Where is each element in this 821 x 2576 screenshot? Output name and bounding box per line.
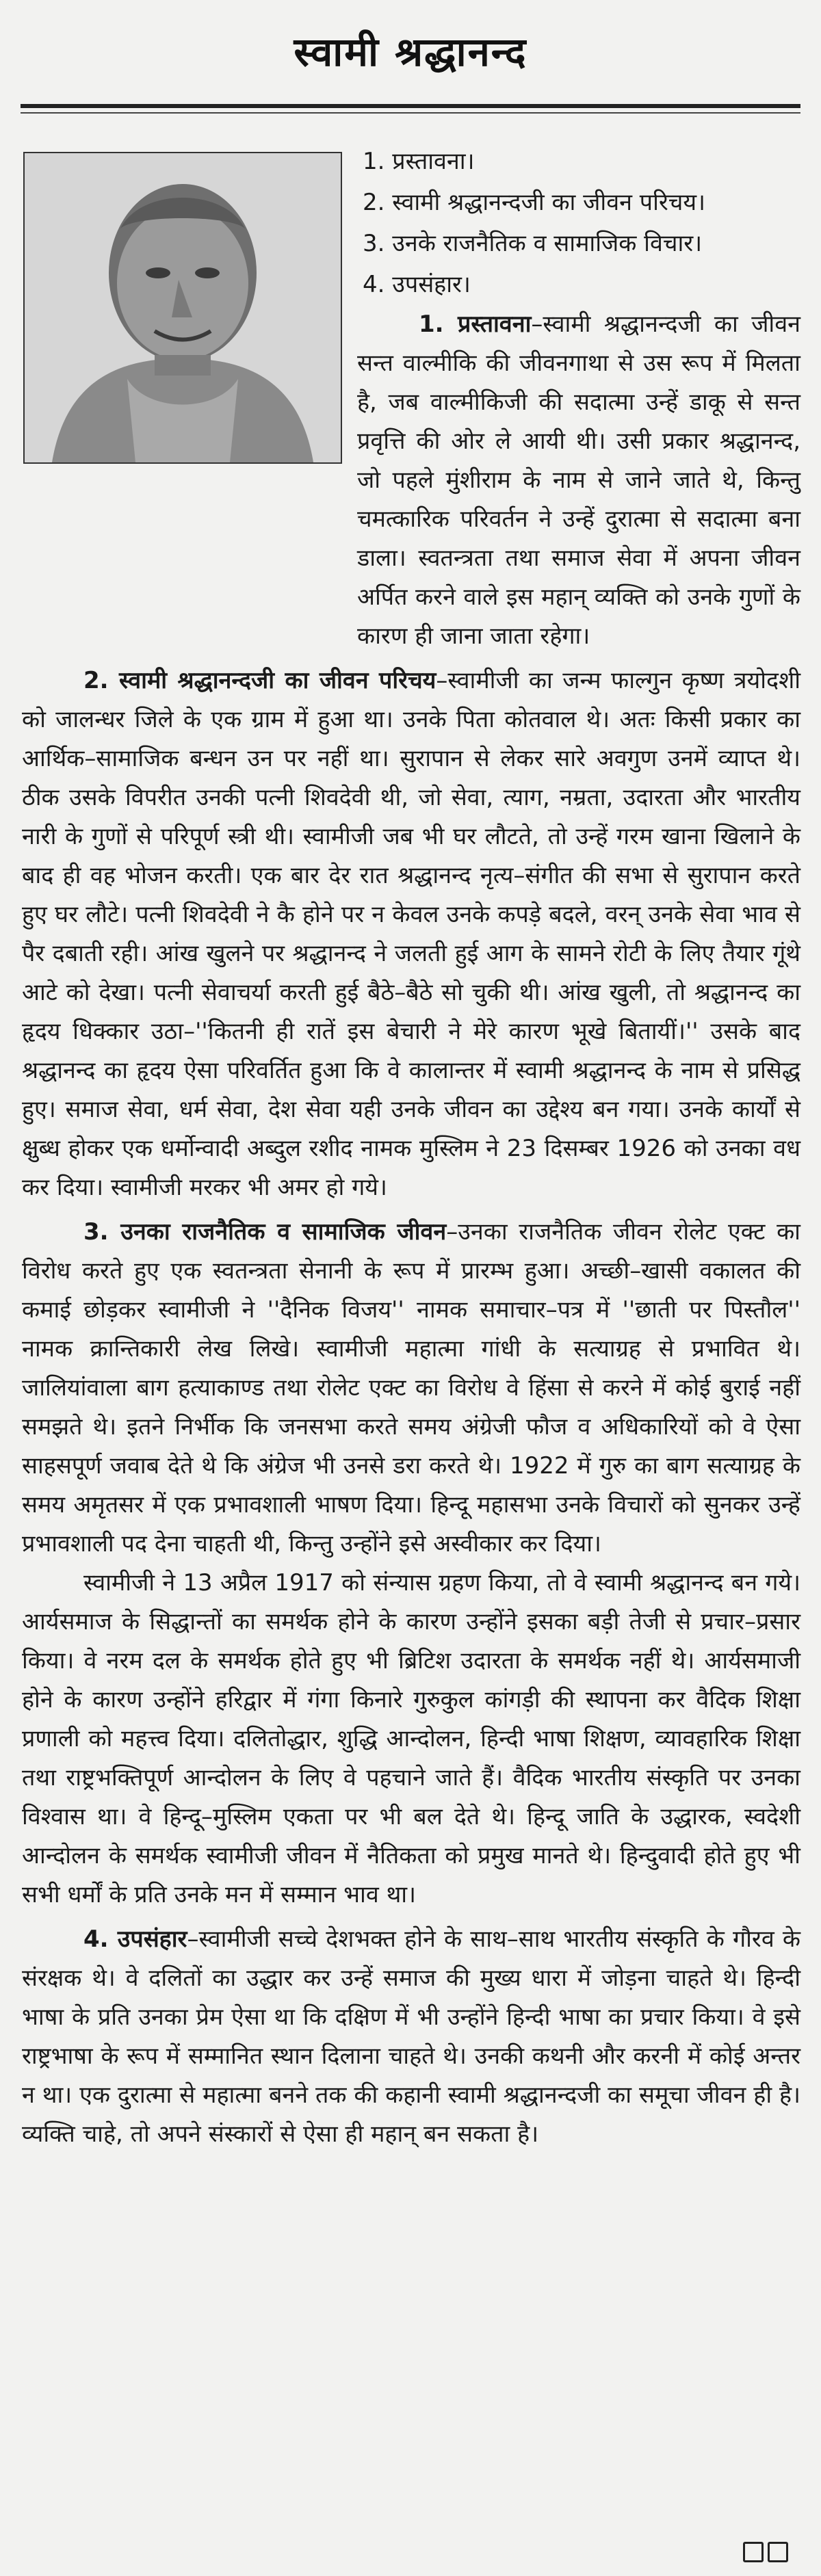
toc-item: 3. उनके राजनैतिक व सामाजिक विचार।	[363, 230, 703, 257]
section-text: स्वामीजी ने 13 अप्रैल 1917 को संन्यास ग्रहण किया, तो वे स्वामी श्रद्धानन्द बन गये। आर्यसमाज के सिद्धान्तों का समर्थक होने के कारण उन्होंने इसका बड़ी तेजी से प्रचार–प्रसार किया। वे नरम दल के समर्थक होते हुए भी ब्रिटिश उदारता के समर्थक नहीं थे। आर्यसमाजी होने के कारण उन्होंने हरिद्वार में गंगा किनारे गुरुकुल कांगड़ी की स्थापना कर वैदिक शिक्षा प्रणाली को महत्त्व दिया। दलितोद्धार, शुद्धि आन्दोलन, हिन्दी भाषा शिक्षण, व्यावहारिक शिक्षा तथा राष्ट्रभक्तिपूर्ण आन्दोलन के लिए वे पहचाने जाते हैं। वैदिक भारतीय संस्कृति पर उनका विश्वास था। वे हिन्दू–मुस्लिम एकता पर भी बल देते थे। हिन्दू जाति के उद्धारक, स्वदेशी आन्दोलन के समर्थक स्वामीजी जीवन में नैतिकता को प्रमुख मानते थे। हिन्दुवादी होते हुए भी सभी धर्मों के प्रति उनके मन में सम्मान भाव था।	[22, 1569, 800, 1908]
box-icon	[743, 2542, 764, 2562]
section-heading: 2. स्वामी श्रद्धानन्दजी का जीवन परिचय	[83, 667, 436, 694]
section-heading: 1. प्रस्तावना	[419, 311, 532, 338]
toc-item: 4. उपसंहार।	[363, 271, 471, 298]
table-of-contents	[356, 141, 800, 305]
section-conclusion	[22, 1920, 800, 2154]
section-heading: 3. उनका राजनैतिक व सामाजिक जीवन	[83, 1218, 447, 1246]
section-text: –उनका राजनैतिक जीवन रोलेट एक्ट का विरोध करते हुए एक स्वतन्त्रता सेनानी के रूप में प्रारम्भ हुआ। अच्छी–खासी वकालत की कमाई छोड़कर स्वामीजी ने ''दैनिक विजय'' नामक समाचार–पत्र में ''छाती पर पिस्तौल'' नामक क्रान्तिकारी लेख लिखे। स्वामीजी महात्मा गांधी के सत्याग्रह से प्रभावित थे। जालियांवाला बाग हत्याकाण्ड तथा रोलेट एक्ट का विरोध वे हिंसा से करने में कोई बुराई नहीं समझते थे। इतने निर्भीक कि जनसभा करते समय अंग्रेजी फौज व अधिकारियों को वे ऐसा साहसपूर्ण जवाब देते थे कि अंग्रेज भी उनसे डरा करते थे। 1922 में गुरु का बाग सत्याग्रह के समय अमृतसर में एक प्रभावशाली भाषण दिया। हिन्दू महासभा उनके विचारों को सुनकर उन्हें प्रभावशाली पद देना चाहती थी, किन्तु उन्होंने इसे अस्वीकार कर दिया।	[22, 1218, 800, 1558]
box-icon	[768, 2542, 788, 2562]
section-biography	[22, 661, 800, 1207]
section-political-life-cont	[22, 1564, 800, 1915]
title-rule	[21, 104, 800, 108]
section-text: –स्वामीजी सच्चे देशभक्त होने के साथ–साथ भारतीय संस्कृति के गौरव के संरक्षक थे। वे दलितों का उद्धार कर उन्हें समाज की मुख्य धारा में जोड़ना चाहते थे। हिन्दी भाषा के प्रति उनका प्रेम ऐसा था कि दक्षिण में भी उन्होंने हिन्दी भाषा का प्रचार किया। वे इसे राष्ट्रभाषा के रूप में सम्मानित स्थान दिलाना चाहते थे। उनकी कथनी और करनी में कोई अन्तर न था। एक दुरात्मा से महात्मा बनने तक की कहानी स्वामी श्रद्धानन्दजी का समूचा जीवन ही है। व्यक्ति चाहे, तो अपने संस्कारों से ऐसा ही महान् बन सकता है।	[22, 1926, 801, 2148]
footer-ornament	[743, 2542, 788, 2562]
essay-body	[22, 305, 800, 2154]
section-text: –स्वामी श्रद्धानन्दजी का जीवन सन्त वाल्मीकि की जीवनगाथा से उस रूप में मिलता है, जब वाल्मीकिजी की सदात्मा उन्हें डाकू से सन्त प्रवृत्ति की ओर ले आयी थी। उसी प्रकार श्रद्धानन्द, जो पहले मुंशीराम के नाम से जाने जाते थे, किन्तु चमत्कारिक परिवर्तन ने उन्हें दुरात्मा से सदात्मा बना डाला। स्वतन्त्रता तथा समाज सेवा में अपना जीवन अर्पित करने वाले इस महान् व्यक्ति को उनके गुणों के कारण ही जाना जाता रहेगा।	[357, 311, 801, 650]
section-heading: 4. उपसंहार	[83, 1926, 187, 1953]
toc-item: 1. प्रस्तावना।	[363, 148, 475, 175]
toc-item: 2. स्वामी श्रद्धानन्दजी का जीवन परिचय।	[363, 189, 706, 216]
section-intro	[22, 305, 800, 656]
section-political-life	[22, 1213, 800, 1564]
section-text: –स्वामीजी का जन्म फाल्गुन कृष्ण त्रयोदशी को जालन्धर जिले के एक ग्राम में हुआ था। उनके पिता कोतवाल थे। अतः किसी प्रकार का आर्थिक–सामाजिक बन्धन उन पर नहीं था। सुरापान से लेकर सारे अवगुण उनमें व्याप्त थे। ठीक उसके विपरीत उनकी पत्नी शिवदेवी थी, जो सेवा, त्याग, नम्रता, उदारता और भारतीय नारी के गुणों से परिपूर्ण स्त्री थी। स्वामीजी जब भी घर लौटते, तो उन्हें गरम खाना खिलाने के बाद ही वह भोजन करती। एक बार देर रात श्रद्धानन्द नृत्य–संगीत की सभा से सुरापान करते हुए घर लौटे। पत्नी शिवदेवी ने कै होने पर न केवल उनके कपड़े बदले, वरन् उनके सेवा भाव से पैर दबाती रही। आंख खुलने पर श्रद्धानन्द ने जलती हुई आग के सामने रोटी के लिए तैयार गूंथे आटे को देखा। पत्नी सेवाचर्या करती हुई बैठे–बैठे सो चुकी थी। आंख खुली, तो श्रद्धानन्द का हृदय धिक्कार उठा–''कितनी ही रातें इस बेचारी ने मेरे कारण भूखे बितायीं।'' उसके बाद श्रद्धानन्द का हृदय ऐसा परिवर्तित हुआ कि वे कालान्तर में स्वामी श्रद्धानन्द के नाम से प्रसिद्ध हुए। समाज सेवा, धर्म सेवा, देश सेवा यही उनके जीवन का उद्देश्य बन गया। उनके कार्यों से क्षुब्ध होकर एक धर्मोन्वादी अब्दुल रशीद नामक मुस्लिम ने 23 दिसम्बर 1926 को उनका वध कर दिया। स्वामीजी मरकर भी अमर हो गये।	[22, 667, 800, 1201]
page-title: स्वामी श्रद्धानन्द	[294, 29, 527, 75]
title-rule-thin	[21, 112, 800, 114]
